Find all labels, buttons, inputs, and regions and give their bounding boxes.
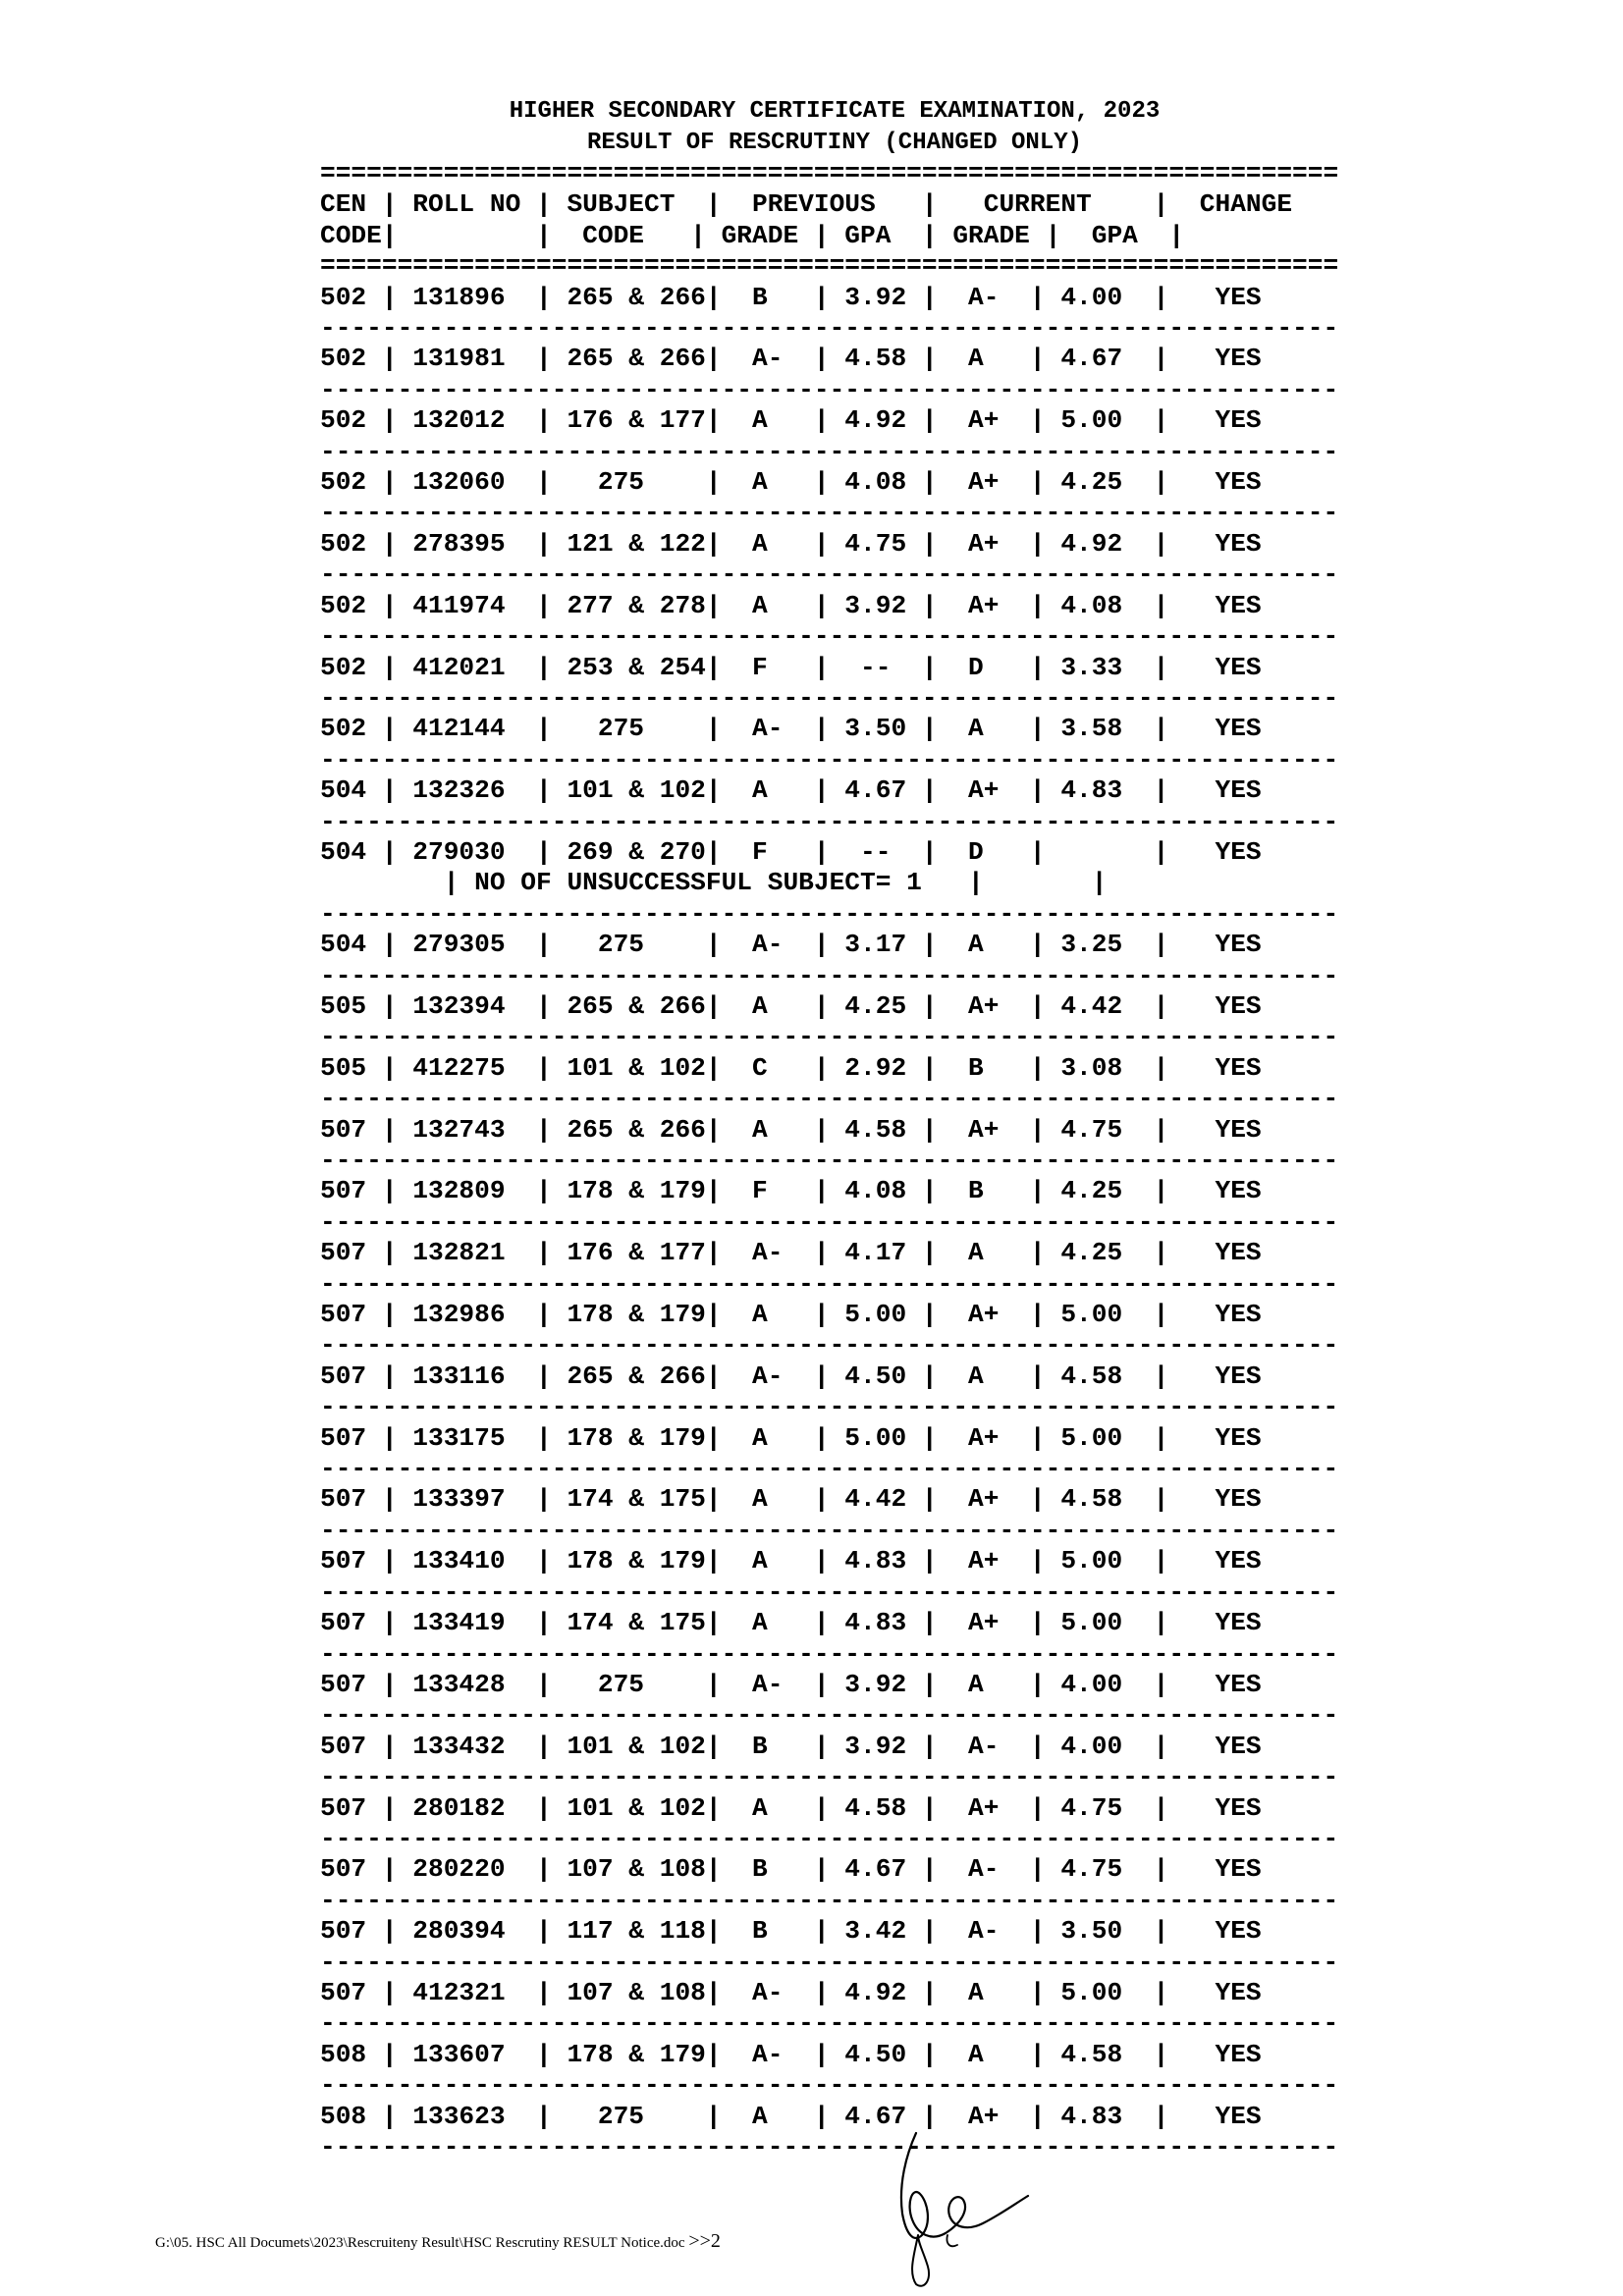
table-row: 507 | 280394 | 117 & 118| B | 3.42 | A- | 3.50 | YES — [320, 1916, 1262, 1947]
table-row: 507 | 132821 | 176 & 177| A- | 4.17 | A | 4.25 | YES — [320, 1238, 1262, 1268]
single-rule: ------------------------------------------------------------------ — [320, 1022, 1339, 1052]
table-row: 504 | 279305 | 275 | A- | 3.17 | A | 3.25 | YES — [320, 930, 1262, 960]
single-rule: ------------------------------------------------------------------ — [320, 1762, 1339, 1792]
table-row: 507 | 133419 | 174 & 175| A | 4.83 | A+ | 5.00 | YES — [320, 1608, 1262, 1638]
single-rule: ------------------------------------------------------------------ — [320, 313, 1339, 344]
table-row: 502 | 131981 | 265 & 266| A- | 4.58 | A | 4.67 | YES — [320, 344, 1262, 374]
single-rule: ------------------------------------------------------------------ — [320, 1146, 1339, 1175]
table-row: 507 | 132986 | 178 & 179| A | 5.00 | A+ | 5.00 | YES — [320, 1300, 1262, 1330]
single-rule: ------------------------------------------------------------------ — [320, 960, 1339, 990]
table-header-line: CODE| | CODE | GRADE | GPA | GRADE | GPA | — [320, 220, 1185, 250]
double-rule: ================================================================== — [320, 159, 1339, 188]
single-rule: ------------------------------------------------------------------ — [320, 2008, 1339, 2039]
single-rule: ------------------------------------------------------------------ — [320, 1515, 1339, 1545]
table-row: | NO OF UNSUCCESSFUL SUBJECT= 1 | | — [320, 868, 1108, 898]
table-row: 502 | 132060 | 275 | A | 4.08 | A+ | 4.25 | YES — [320, 467, 1262, 498]
document-subtitle: RESULT OF RESCRUTINY (CHANGED ONLY) — [586, 130, 1083, 156]
single-rule: ------------------------------------------------------------------ — [320, 2132, 1339, 2162]
page-marker: >>2 — [688, 2230, 721, 2252]
single-rule: ------------------------------------------------------------------ — [320, 2070, 1339, 2101]
table-row: 502 | 412144 | 275 | A- | 3.50 | A | 3.58 | YES — [320, 714, 1262, 744]
single-rule: ------------------------------------------------------------------ — [320, 1947, 1339, 1977]
rescrutiny-result-table — [320, 159, 1338, 2163]
single-rule: ------------------------------------------------------------------ — [320, 1885, 1339, 1915]
table-row: 507 | 412321 | 107 & 108| A- | 4.92 | A | 5.00 | YES — [320, 1977, 1262, 2007]
double-rule: ================================================================== — [320, 251, 1339, 282]
single-rule: ------------------------------------------------------------------ — [320, 621, 1339, 652]
single-rule: ------------------------------------------------------------------ — [320, 1268, 1339, 1299]
table-row: 505 | 412275 | 101 & 102| C | 2.92 | B | 3.08 | YES — [320, 1052, 1262, 1083]
single-rule: ------------------------------------------------------------------ — [320, 560, 1339, 590]
single-rule: ------------------------------------------------------------------ — [320, 1576, 1339, 1607]
single-rule: ------------------------------------------------------------------ — [320, 374, 1339, 404]
table-row: 507 | 133410 | 178 & 179| A | 4.83 | A+ | 5.00 | YES — [320, 1546, 1262, 1576]
single-rule: ------------------------------------------------------------------ — [320, 682, 1339, 713]
single-rule: ------------------------------------------------------------------ — [320, 1700, 1339, 1731]
single-rule: ------------------------------------------------------------------ — [320, 498, 1339, 528]
single-rule: ------------------------------------------------------------------ — [320, 1638, 1339, 1669]
table-row: 502 | 131896 | 265 & 266| B | 3.92 | A- | 4.00 | YES — [320, 282, 1262, 312]
table-row: 507 | 133397 | 174 & 175| A | 4.42 | A+ | 4.58 | YES — [320, 1484, 1262, 1515]
table-row: 507 | 132743 | 265 & 266| A | 4.58 | A+ | 4.75 | YES — [320, 1114, 1262, 1145]
table-row: 504 | 279030 | 269 & 270| F | -- | D | | YES — [320, 836, 1262, 867]
single-rule: ------------------------------------------------------------------ — [320, 1206, 1339, 1237]
single-rule: ------------------------------------------------------------------ — [320, 1392, 1339, 1422]
single-rule: ------------------------------------------------------------------ — [320, 1084, 1339, 1114]
table-row: 502 | 412021 | 253 & 254| F | -- | D | 3.33 | YES — [320, 652, 1262, 682]
single-rule: ------------------------------------------------------------------ — [320, 1823, 1339, 1853]
single-rule: ------------------------------------------------------------------ — [320, 436, 1339, 466]
document-title: HIGHER SECONDARY CERTIFICATE EXAMINATION, 2023 — [509, 98, 1161, 125]
footer-path-text: G:\05. HSC All Documets\2023\Rescruiteny Result\HSC Rescrutiny RESULT Notice.doc — [155, 2235, 685, 2251]
table-header-line: CEN | ROLL NO | SUBJECT | PREVIOUS | CURRENT | CHANGE — [320, 189, 1293, 220]
table-row: 507 | 280220 | 107 & 108| B | 4.67 | A- | 4.75 | YES — [320, 1854, 1262, 1885]
single-rule: ------------------------------------------------------------------ — [320, 898, 1339, 929]
single-rule: ------------------------------------------------------------------ — [320, 1330, 1339, 1361]
single-rule: ------------------------------------------------------------------ — [320, 806, 1339, 836]
table-row: 507 | 133428 | 275 | A- | 3.92 | A | 4.00 | YES — [320, 1669, 1262, 1699]
table-row: 504 | 132326 | 101 & 102| A | 4.67 | A+ | 4.83 | YES — [320, 775, 1262, 806]
table-row: 507 | 133175 | 178 & 179| A | 5.00 | A+ | 5.00 | YES — [320, 1422, 1262, 1453]
table-row: 502 | 132012 | 176 & 177| A | 4.92 | A+ | 5.00 | YES — [320, 405, 1262, 436]
table-row: 507 | 132809 | 178 & 179| F | 4.08 | B | 4.25 | YES — [320, 1176, 1262, 1206]
table-row: 502 | 278395 | 121 & 122| A | 4.75 | A+ | 4.92 | YES — [320, 528, 1262, 559]
single-rule: ------------------------------------------------------------------ — [320, 744, 1339, 774]
signature-icon — [889, 2125, 1036, 2292]
table-row: 507 | 133432 | 101 & 102| B | 3.92 | A- | 4.00 | YES — [320, 1731, 1262, 1761]
table-row: 507 | 133116 | 265 & 266| A- | 4.50 | A | 4.58 | YES — [320, 1361, 1262, 1391]
table-row: 508 | 133607 | 178 & 179| A- | 4.50 | A | 4.58 | YES — [320, 2039, 1262, 2069]
table-row: 505 | 132394 | 265 & 266| A | 4.25 | A+ | 4.42 | YES — [320, 990, 1262, 1021]
table-row: 508 | 133623 | 275 | A | 4.67 | A+ | 4.83 | YES — [320, 2101, 1262, 2131]
table-row: 507 | 280182 | 101 & 102| A | 4.58 | A+ | 4.75 | YES — [320, 1792, 1262, 1823]
table-row: 502 | 411974 | 277 & 278| A | 3.92 | A+ | 4.08 | YES — [320, 590, 1262, 620]
single-rule: ------------------------------------------------------------------ — [320, 1454, 1339, 1484]
footer-file-path — [155, 2230, 721, 2253]
